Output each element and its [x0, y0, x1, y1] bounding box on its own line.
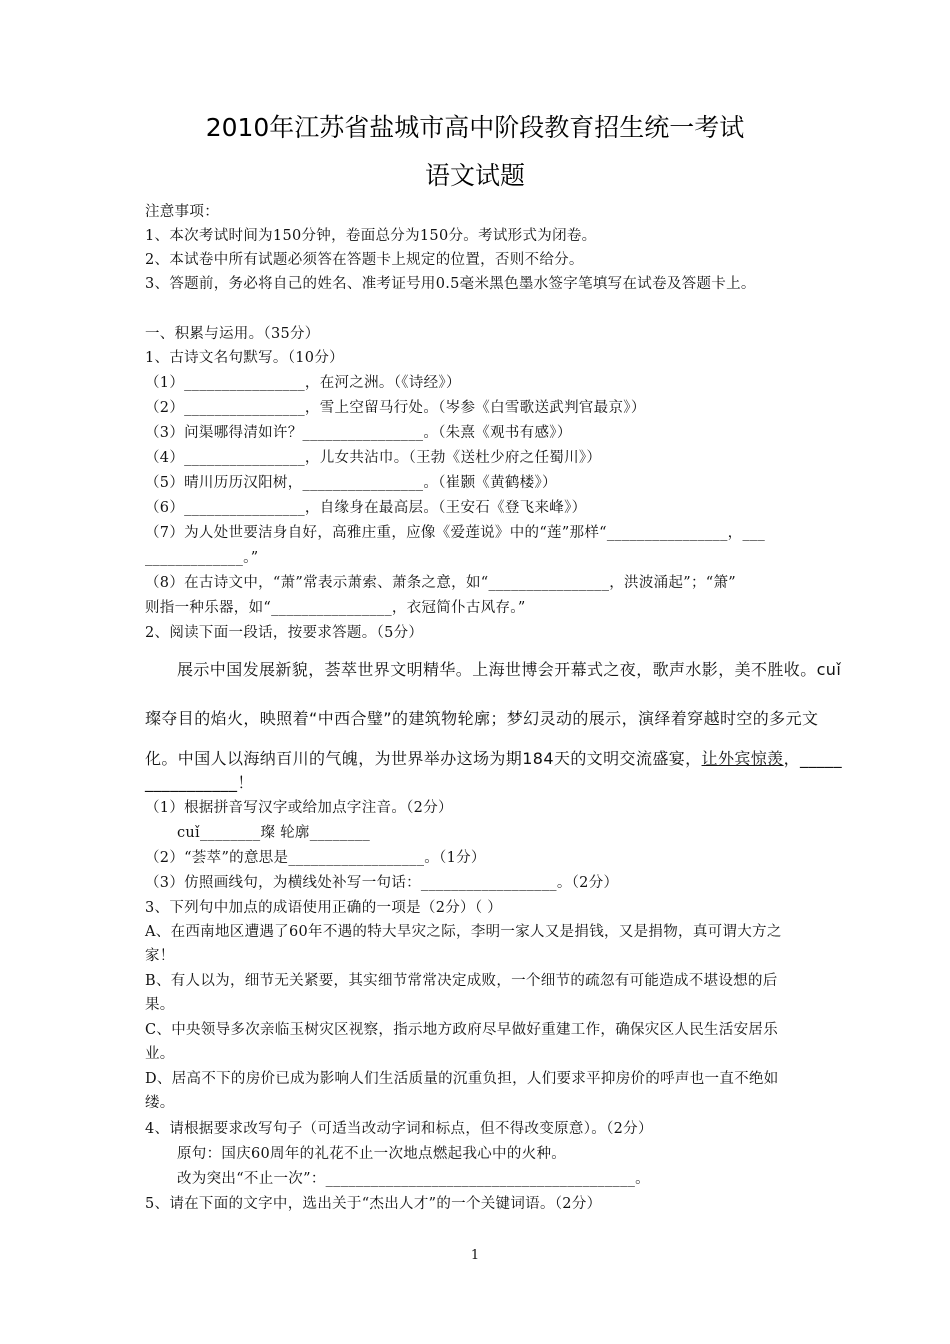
page-title: 2010年江苏省盐城市高中阶段教育招生统一考试 — [205, 113, 745, 142]
question-1-stem: 1、古诗文名句默写。（10分） — [145, 350, 344, 366]
notice-item: 2、本试卷中所有试题必须答在答题卡上规定的位置，否则不给分。 — [145, 252, 584, 268]
q3-option: C、中央领导多次亲临玉树灾区视察，指示地方政府尽早做好重建工作，确保灾区人民生活安居乐 — [145, 1022, 778, 1038]
q4-rewrite: 改为突出“不止一次”：_________________________________________。 — [177, 1171, 650, 1187]
question-4-stem: 4、请根据要求改写句子（可适当改动字词和标点，但不得改变原意）。（2分） — [145, 1121, 653, 1137]
question-3-stem: 3、下列句中加点的成语使用正确的一项是（2分）（ ） — [145, 900, 503, 916]
q2-subquestion: （3）仿照画线句，为横线处补写一句话：__________________。（2分） — [145, 875, 619, 891]
q1-item: （3）问渠哪得清如许？________________。（朱熹《观书有感》） — [145, 425, 572, 441]
q4-original: 原句：国庆60周年的礼花不止一次地点燃起我心中的火种。 — [177, 1146, 567, 1162]
question-5-stem: 5、请在下面的文字中，选出关于“杰出人才”的一个关键词语。（2分） — [145, 1196, 602, 1212]
page-subtitle: 语文试题 — [424, 161, 525, 190]
q2-subquestion: （1）根据拼音写汉字或给加点字注音。（2分） — [145, 800, 453, 816]
question-2-stem: 2、阅读下面一段话，按要求答题。（5分） — [145, 625, 424, 641]
q1-item: （2）________________，雪上空留马行处。（岑参《白雪歌送武判官最京》） — [145, 400, 646, 416]
notice-heading: 注意事项： — [145, 204, 219, 220]
q2-subquestion-answer: cuǐ________璨 轮廓________ — [177, 825, 371, 841]
notice-item: 1、本次考试时间为150分钟，卷面总分为150分。考试形式为闭卷。 — [145, 228, 597, 244]
underlined-sentence: 让外宾惊羡 — [701, 749, 784, 768]
q1-item: （4）________________，儿女共沾巾。（王勃《送杜少府之任蜀川》） — [145, 450, 602, 466]
q1-item: （1）________________，在河之洲。（《诗经》） — [145, 375, 461, 391]
page-number: 1 — [470, 1248, 480, 1263]
q3-option-continuation: 业。 — [145, 1046, 175, 1062]
q1-item: （5）晴川历历汉阳树，________________。（崔颢《黄鹤楼》） — [145, 475, 557, 491]
passage-line: ___________！ — [145, 773, 254, 792]
q3-option: A、在西南地区遭遇了60年不遇的特大旱灾之际，李明一家人又是捐钱，又是捐物，真可谓大方之 — [145, 924, 782, 940]
q3-option: D、居高不下的房价已成为影响人们生活质量的沉重负担，人们要求平抑房价的呼声也一直不绝如 — [145, 1071, 779, 1087]
q2-subquestion: （2）“荟萃”的意思是__________________。（1分） — [145, 850, 486, 866]
passage-blank: ，_____ — [783, 749, 842, 768]
passage-line: 展示中国发展新貌，荟萃世界文明精华。上海世博会开幕式之夜，歌声水影，美不胜收。cuǐ — [177, 660, 842, 679]
q1-item-continuation: _____________。” — [145, 550, 259, 566]
q3-option: B、有人以为，细节无关紧要，其实细节常常决定成败，一个细节的疏忽有可能造成不堪设想的后 — [145, 973, 778, 989]
passage-line — [145, 749, 865, 769]
q1-item-continuation: 则指一种乐器，如“________________，衣冠简仆古风存。” — [145, 600, 526, 616]
section-heading: 一、积累与运用。（35分） — [145, 326, 320, 342]
q1-item: （6）________________，自缘身在最高层。（王安石《登飞来峰》） — [145, 500, 587, 516]
q3-option-continuation: 缕。 — [145, 1095, 175, 1111]
passage-line: 璨夺目的焰火，映照着“中西合璧”的建筑物轮廓；梦幻灵动的展示，演绎着穿越时空的多元文 — [145, 709, 819, 728]
q1-item: （7）为人处世要洁身自好，高雅庄重，应像《爱莲说》中的“莲”那样“________________，___ — [145, 525, 766, 541]
passage-text: 化。中国人以海纳百川的气魄，为世界举办这场为期184天的文明交流盛宴， — [145, 749, 702, 768]
q3-option-continuation: 果。 — [145, 997, 175, 1013]
notice-item: 3、答题前，务必将自己的姓名、准考证号用0.5毫米黑色墨水签字笔填写在试卷及答题卡上。 — [145, 276, 756, 292]
q3-option-continuation: 家！ — [145, 948, 175, 964]
q1-item: （8）在古诗文中，“萧”常表示萧索、萧条之意，如“________________，洪波涌起”；“箫” — [145, 575, 736, 591]
